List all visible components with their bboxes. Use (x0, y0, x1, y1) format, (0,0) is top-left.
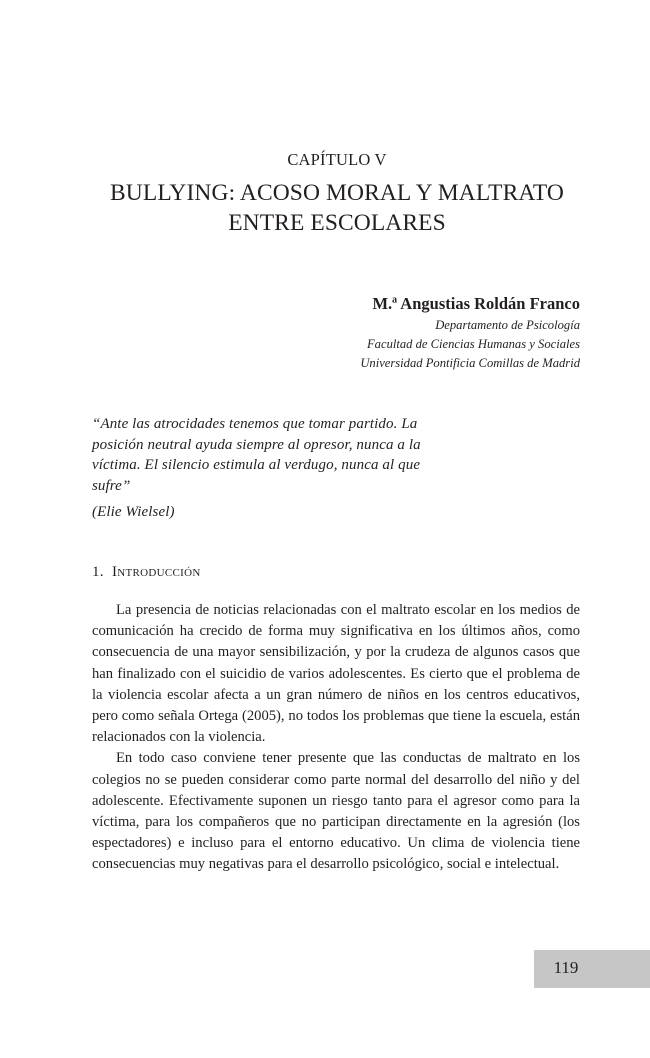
page-number: 119 (553, 958, 579, 977)
chapter-title (0, 178, 650, 238)
author-name: M.ª Angustias Roldán Franco (372, 294, 580, 313)
paragraph: En todo caso conviene tener presente que las conductas de maltrato en los colegios no se pueden considerar como parte normal del desarrollo del niño y del adolescente. Efectivamente suponen un riesgo tanto para el agresor como para la víctima, para los compañeros que no participan directamente en la agresión (los espectadores) e incluso para el entorno educativo. Un clima de violencia tiene consecuencias muy negativas para el desarrollo psicológico, social e intelectual. (92, 750, 580, 873)
chapter-title-line-2: ENTRE ESCOLARES (228, 210, 446, 236)
epigraph-quote: “Ante las atrocidades tenemos que tomar partido. La posición neutral ayuda siempre al opresor, nunca a la víctima. El silencio estimula al verdugo, nunca al que sufre” (92, 416, 421, 494)
section-title: Introducción (111, 564, 201, 580)
author-block (360, 292, 580, 373)
chapter-title-line-1: BULLYING: ACOSO MORAL Y MALTRATO (110, 180, 564, 206)
body-text (92, 600, 580, 876)
author-faculty: Facultad de Ciencias Humanas y Sociales (366, 337, 580, 351)
section-heading (92, 564, 201, 581)
section-number: 1. (92, 564, 104, 580)
chapter-label: CAPÍTULO V (287, 150, 387, 169)
page-number-tab (534, 950, 650, 988)
author-department: Departamento de Psicología (435, 318, 580, 332)
epigraph (92, 414, 432, 523)
author-university: Universidad Pontificia Comillas de Madrid (360, 356, 580, 370)
paragraph: La presencia de noticias relacionadas con el maltrato escolar en los medios de comunicación ha crecido de forma muy significativa en los últimos años, como consecuencia de una mayor sensibilización, y por la crudeza de algunos casos que han finalizado con el suicidio de varios adolescentes. Es cierto que el problema de la violencia escolar afecta a un gran número de niños en los centros educativos, pero como señala Ortega (2005), no todos los problemas que tiene la escuela, están relacionados con la violencia. (92, 602, 580, 746)
epigraph-source: (Elie Wielsel) (92, 504, 175, 520)
